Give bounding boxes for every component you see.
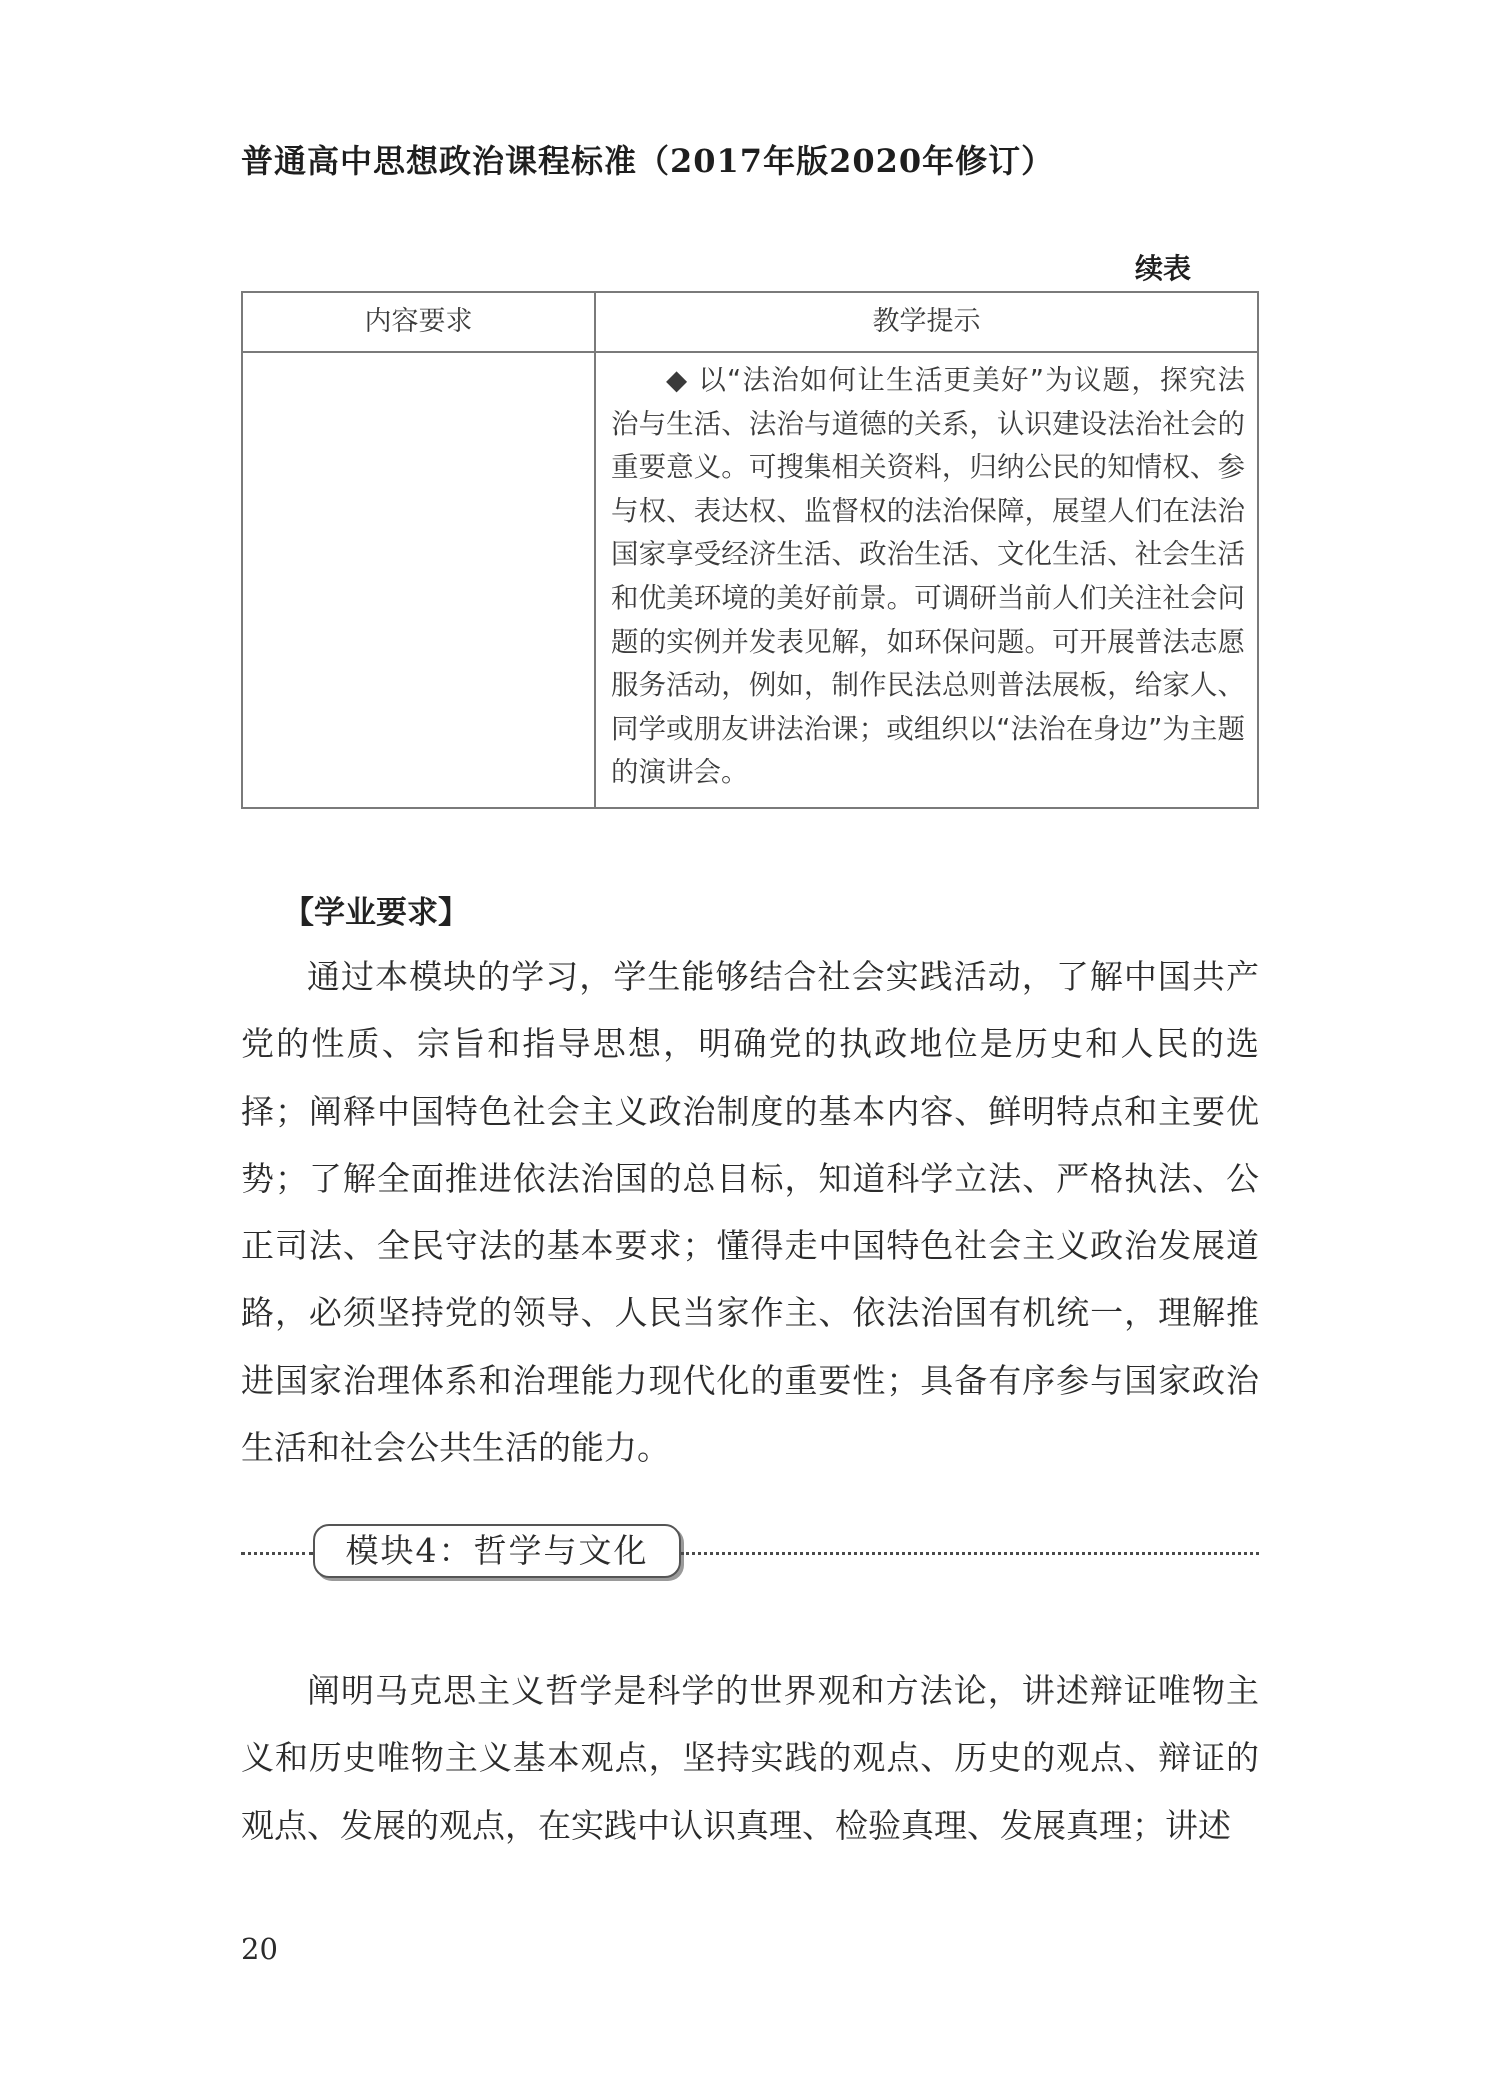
table-header-content-requirements: 内容要求 [364, 306, 473, 337]
table-header-divider [243, 351, 1257, 353]
table-column-divider [594, 293, 596, 807]
table-cell-teaching-tip: ◆ 以“法治如何让生活更美好”为议题，探究法治与生活、法治与道德的关系，认识建设法治社会的重要意义。可搜集相关资料，归纳公民的知情权、参与权、表达权、监督权的法治保障，展望人们在法治国家享受经济生活、政治生活、文化生活、社会生活和优美环境的美好前景。可调研当前人们关注社会问题的实例并发表见解，如环保问题。可开展普法志愿服务活动，例如，制作民法总则普法展板，给家人、同学或朋友讲法治课；或组织以“法治在身边”为主题的演讲会。 [611, 364, 1245, 789]
dotted-rule-left [241, 1552, 313, 1555]
module-title-box: 模块4：哲学与文化 [313, 1524, 681, 1578]
running-head-title: 普通高中思想政治课程标准（2017年版2020年修订） [241, 142, 1055, 180]
dotted-rule-right [681, 1552, 1259, 1555]
table-header-teaching-tips: 教学提示 [872, 306, 981, 337]
module-intro-paragraph: 阐明马克思主义哲学是科学的世界观和方法论，讲述辩证唯物主义和历史唯物主义基本观点，坚持实践的观点、历史的观点、辩证的观点、发展的观点，在实践中认识真理、检验真理、发展真理；讲述 [241, 1671, 1259, 1845]
module-heading-band [241, 1524, 1259, 1582]
page-number: 20 [241, 1932, 278, 1966]
academic-requirements-paragraph: 通过本模块的学习，学生能够结合社会实践活动，了解中国共产党的性质、宗旨和指导思想，明确党的执政地位是历史和人民的选择；阐释中国特色社会主义政治制度的基本内容、鲜明特点和主要优势；了解全面推进依法治国的总目标，知道科学立法、严格执法、公正司法、全民守法的基本要求；懂得走中国特色社会主义政治发展道路，必须坚持党的领导、人民当家作主、依法治国有机统一，理解推进国家治理体系和治理能力现代化的重要性；具备有序参与国家政治生活和社会公共生活的能力。 [241, 957, 1259, 1468]
content-table [241, 291, 1259, 809]
academic-requirements-heading: 【学业要求】 [283, 895, 469, 931]
table-continued-label: 续表 [1135, 252, 1192, 285]
